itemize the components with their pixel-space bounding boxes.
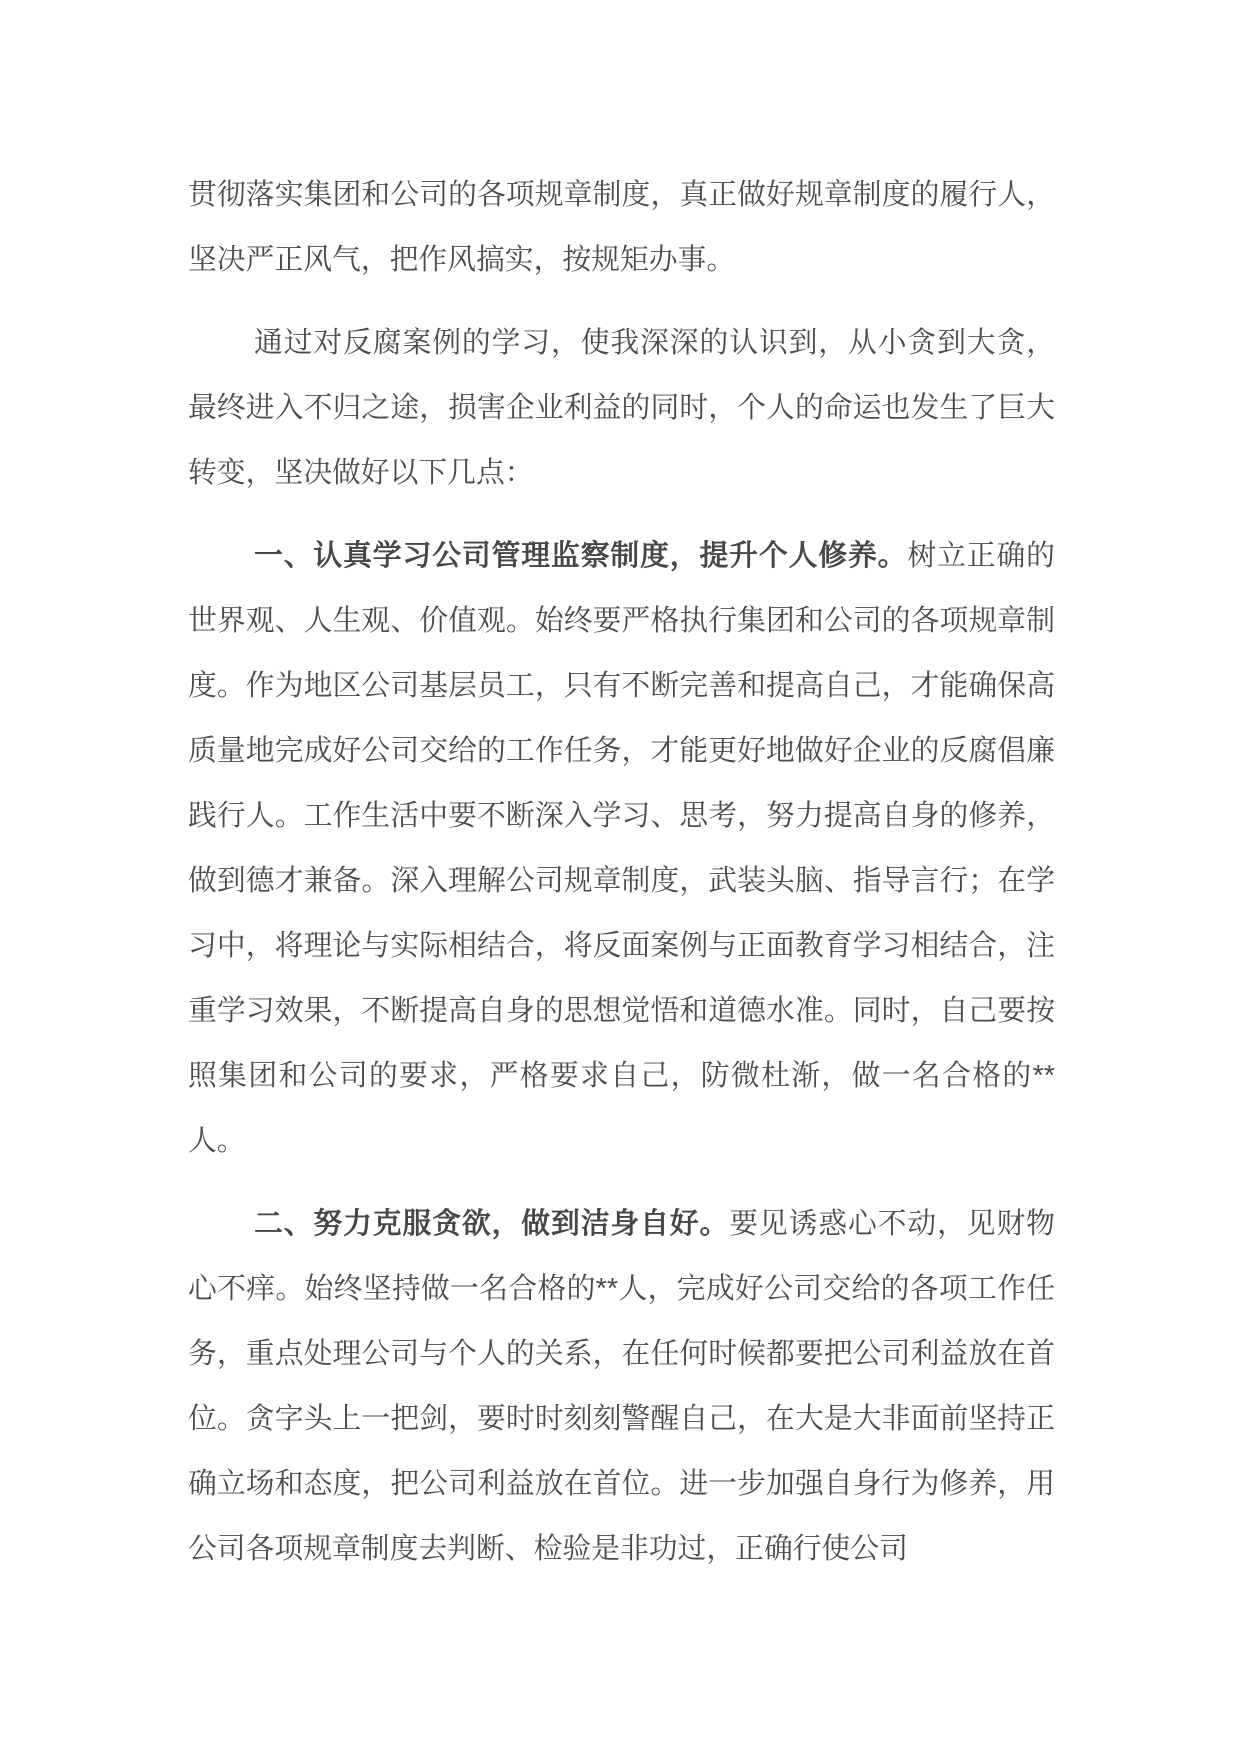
point-one-heading: 一、认真学习公司管理监察制度，提升个人修养。 bbox=[254, 540, 908, 572]
paragraph-text: 树立正确的世界观、人生观、价值观。始终要严格执行集团和公司的各项规章制度。作为地区公司基层员工，只有不断完善和提高自己，才能确保高质量地完成好公司交给的工作任务，才能更好地做好企业的反腐倡廉践行人。工作生活中要不断深入学习、思考，努力提高自身的修养，做到德才兼备。深入理解公司规章制度，武装头脑、指导言行；在学习中，将理论与实际相结合，将反面案例与正面教育学习相结合，注重学习效果，不断提高自身的思想觉悟和道德水准。同时，自己要按照集团和公司的要求，严格要求自己，防微杜渐，做一名合格的**人。 bbox=[188, 540, 1055, 1157]
paragraph-text: 要见诱惑心不动，见财物心不痒。始终坚持做一名合格的**人，完成好公司交给的各项工作任务，重点处理公司与个人的关系，在任何时候都要把公司利益放在首位。贪字头上一把剑，要时时刻刻警醒自己，在大是大非面前坚持正确立场和态度，把公司利益放在首位。进一步加强自身行为修养，用公司各项规章制度去判断、检验是非功过，正确行使公司 bbox=[188, 1208, 1055, 1565]
point-two-heading: 二、努力克服贪欲，做到洁身自好。 bbox=[254, 1208, 730, 1240]
paragraph-text: 通过对反腐案例的学习，使我深深的认识到，从小贪到大贪，最终进入不归之途，损害企业利益的同时，个人的命运也发生了巨大转变，坚决做好以下几点： bbox=[188, 327, 1055, 489]
paragraph-point-one bbox=[188, 524, 1055, 1174]
paragraph-intro bbox=[188, 311, 1055, 506]
paragraph-text: 贯彻落实集团和公司的各项规章制度，真正做好规章制度的履行人，坚决严正风气，把作风搞实，按规矩办事。 bbox=[188, 179, 1055, 276]
paragraph-continuation bbox=[188, 163, 1055, 293]
paragraph-point-two bbox=[188, 1192, 1055, 1582]
